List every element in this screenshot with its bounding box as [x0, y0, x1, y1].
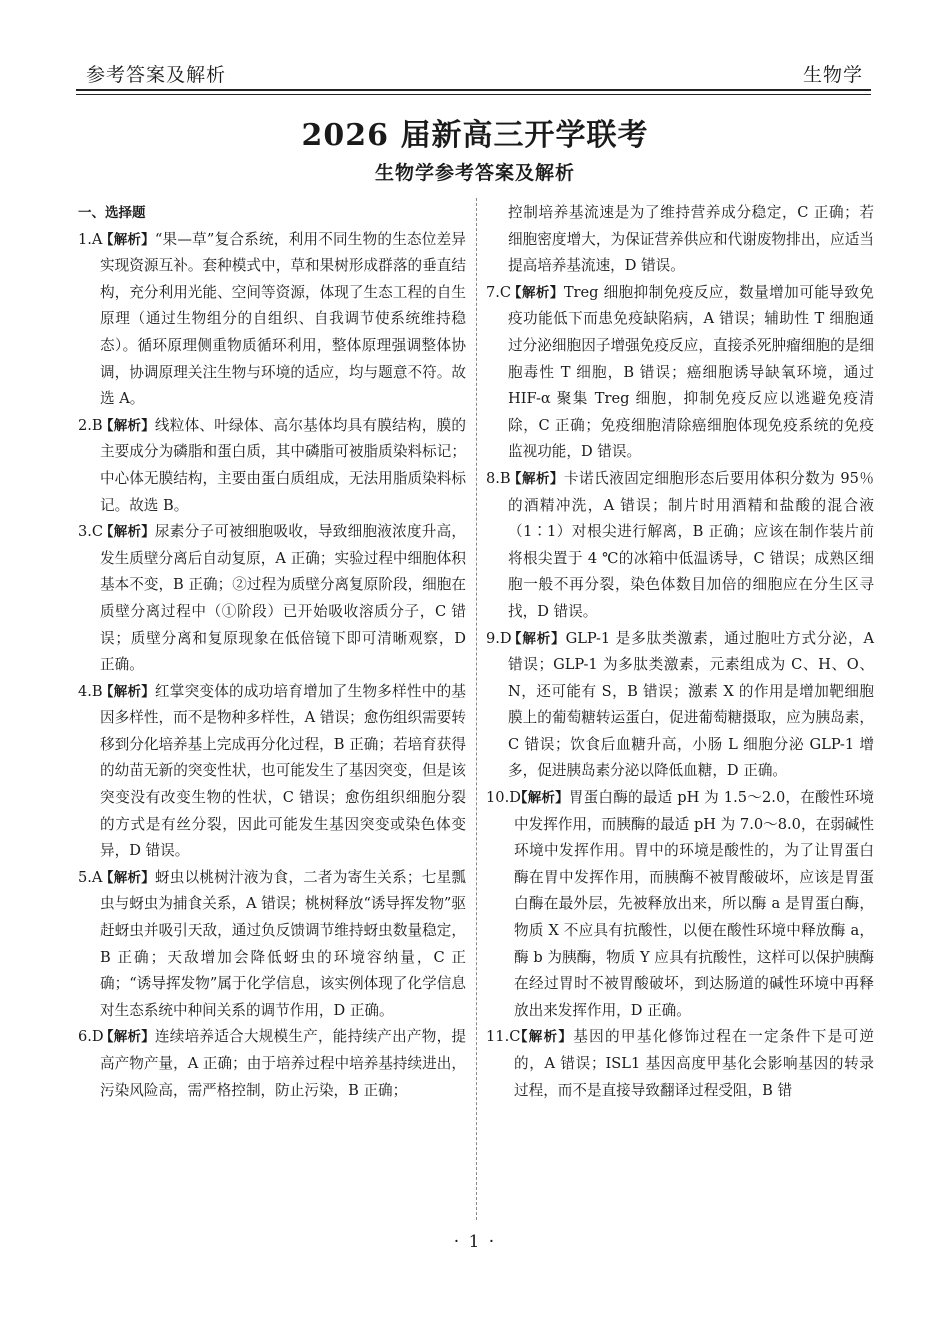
- answer-item-8: [486, 466, 874, 626]
- answer-number: 7.C: [486, 283, 512, 301]
- answer-text: Treg 细胞抑制免疫反应，数量增加可能导致免疫功能低下而患免疫缺陷病，A 错误；辅助性 T 细胞通过分泌细胞因子增强免疫反应，直接杀死肿瘤细胞的是细胞毒性 T 细胞，B 错误；癌细胞诱导缺氧环境，通过 HIF-α 聚集 Treg 细胞，抑制免疫反应以逃避免疫清除，C 正确；免疫细胞清除癌细胞体现免疫系统的免疫监视功能，D 错误。: [508, 283, 874, 461]
- answer-text: 卡诺氏液固定细胞形态后要用体积分数为 95％的酒精冲洗，A 错误；制片时用酒精和盐酸的混合液（1∶1）对根尖进行解离，B 正确；应该在制作装片前将根尖置于 4 ℃的冰箱中低温诱导，C 错误；成熟区细胞一般不再分裂，染色体数目加倍的细胞应在分生区寻找，D 错误。: [508, 469, 874, 620]
- answer-item-10: [486, 785, 874, 1024]
- answer-text: 线粒体、叶绿体、高尔基体均具有膜结构，膜的主要成分为磷脂和蛋白质，其中磷脂可被脂质染料标记；中心体无膜结构，主要由蛋白质组成，无法用脂质染料标记。故选 B。: [100, 416, 466, 514]
- section-heading: 一、选择题: [78, 205, 146, 221]
- header-left-text: 参考答案及解析: [86, 64, 227, 86]
- answer-text: “果—草”复合系统，利用不同生物的生态位差异实现资源互补。套种模式中，草和果树形成群落的垂直结构，充分利用光能、空间等资源，体现了生态工程的自生原理（通过生物组分的自组织、自我调节使系统维持稳态）。循环原理侧重物质循环利用，整体原理强调整体协调，协调原理关注生物与环境的适应，均与题意不符。故选 A。: [100, 230, 466, 408]
- analysis-tag: 【解析】: [100, 417, 155, 434]
- analysis-tag: 【解析】: [508, 470, 564, 487]
- answer-number: 1.A: [78, 230, 103, 248]
- answer-number: 8.B: [486, 469, 511, 487]
- answer-number: 2.B: [78, 416, 103, 434]
- column-divider: [476, 198, 477, 1220]
- analysis-tag: 【解析】: [508, 630, 566, 647]
- analysis-tag: 【解析】: [100, 683, 155, 700]
- header-subject-text: 生物学: [802, 64, 863, 86]
- answer-text: 尿素分子可被细胞吸收，导致细胞液浓度升高，发生质壁分离后自动复原，A 正确；实验过程中细胞体积基本不变，B 正确；②过程为质壁分离复原阶段，细胞在质壁分离过程中（①阶段）已开始吸收溶质分子，C 错误；质壁分离和复原现象在低倍镜下即可清晰观察，D 正确。: [100, 523, 466, 674]
- answer-item-1: [78, 227, 466, 413]
- answer-item-9: [486, 626, 874, 786]
- answer-item-11: [486, 1024, 874, 1104]
- analysis-tag: 【解析】: [508, 284, 564, 301]
- header-rule-thin: [76, 94, 871, 95]
- answer-item-6-continued: 控制培养基流速是为了维持营养成分稳定，C 正确；若细胞密度增大，为保证营养供应和代谢废物排出，应适当提高培养基流速，D 错误。: [508, 204, 874, 275]
- answer-item-7: [486, 280, 874, 466]
- analysis-tag: 【解析】: [100, 524, 155, 541]
- answer-number: 5.A: [78, 868, 103, 886]
- answer-number: 3.C: [78, 523, 104, 541]
- answer-item-4: [78, 679, 466, 865]
- answer-text: 基因的甲基化修饰过程在一定条件下是可逆的，A 错误；ISL1 基因高度甲基化会影响基因的转录过程，而不是直接导致翻译过程受阻，B 错: [514, 1028, 874, 1099]
- page-number: · 1 ·: [453, 1232, 497, 1252]
- answer-item-2: [78, 413, 466, 519]
- exam-title: 2026 届新高三开学联考: [301, 118, 649, 153]
- answer-text: 连续培养适合大规模生产，能持续产出产物，提高产物产量，A 正确；由于培养过程中培养基持续进出，污染风险高，需严格控制，防止污染，B 正确；: [100, 1028, 466, 1099]
- answer-text: 胃蛋白酶的最适 pH 为 1.5～2.0，在酸性环境中发挥作用，而胰酶的最适 pH 为 7.0～8.0，在弱碱性环境中发挥作用。胃中的环境是酸性的，为了让胃蛋白酶在胃中发挥作用，而胰酶不被胃酸破坏，应该是胃蛋白酶在最外层，先被释放出来，所以酶 a 是胃蛋白酶，物质 X 不应具有抗酸性，以便在酸性环境中释放酶 a，酶 b 为胰酶，物质 Y 应具有抗酸性，这样可以保护胰酶在经过胃时不被胃酸破坏，到达肠道的碱性环境中再释放出来发挥作用，D 正确。: [514, 789, 875, 1019]
- answer-text: 红掌突变体的成功培育增加了生物多样性中的基因多样性，而不是物种多样性，A 错误；愈伤组织需要转移到分化培养基上完成再分化过程，B 正确；若培育获得的幼苗无新的突变性状，也可能发生了基因突变，但是该突变没有改变生物的性状，C 错误；愈伤组织细胞分裂的方式是有丝分裂，因此可能发生基因突变或染色体变异，D 错误。: [100, 682, 466, 860]
- answer-text: 蚜虫以桃树汁液为食，二者为寄生关系；七星瓢虫与蚜虫为捕食关系，A 错误；桃树释放“诱导挥发物”驱赶蚜虫并吸引天敌，通过负反馈调节维持蚜虫数量稳定，B 正确；天敌增加会降低蚜虫的环境容纳量，C 正确；“诱导挥发物”属于化学信息，该实例体现了化学信息对生态系统中种间关系的调节作用，D 正确。: [100, 868, 466, 1019]
- left-column: [78, 200, 466, 1104]
- answer-item-3: [78, 519, 466, 679]
- analysis-tag: 【解析】: [514, 1029, 574, 1046]
- analysis-tag: 【解析】: [100, 231, 155, 248]
- analysis-tag: 【解析】: [514, 790, 569, 807]
- right-column: [486, 200, 874, 1104]
- answer-text: GLP-1 是多肽类激素，通过胞吐方式分泌，A 错误；GLP-1 为多肽类激素，元素组成为 C、H、O、N，还可能有 S，B 错误；激素 X 的作用是增加靶细胞膜上的葡萄糖转运蛋白，促进葡萄糖摄取，应为胰岛素，C 错误；饮食后血糖升高，小肠 L 细胞分泌 GLP-1 增多，促进胰岛素分泌以降低血糖，D 正确。: [508, 629, 874, 780]
- answer-number: 11.C: [486, 1028, 521, 1046]
- answer-item-6: [78, 1024, 466, 1104]
- analysis-tag: 【解析】: [100, 869, 155, 886]
- header-rule-thick: [76, 89, 871, 91]
- analysis-tag: 【解析】: [100, 1029, 155, 1046]
- answer-number: 6.D: [78, 1028, 104, 1046]
- exam-subtitle: 生物学参考答案及解析: [374, 162, 575, 184]
- answer-item-5: [78, 865, 466, 1025]
- answer-number: 10.D: [486, 789, 521, 807]
- answer-number: 9.D: [486, 629, 512, 647]
- answer-number: 4.B: [78, 682, 103, 700]
